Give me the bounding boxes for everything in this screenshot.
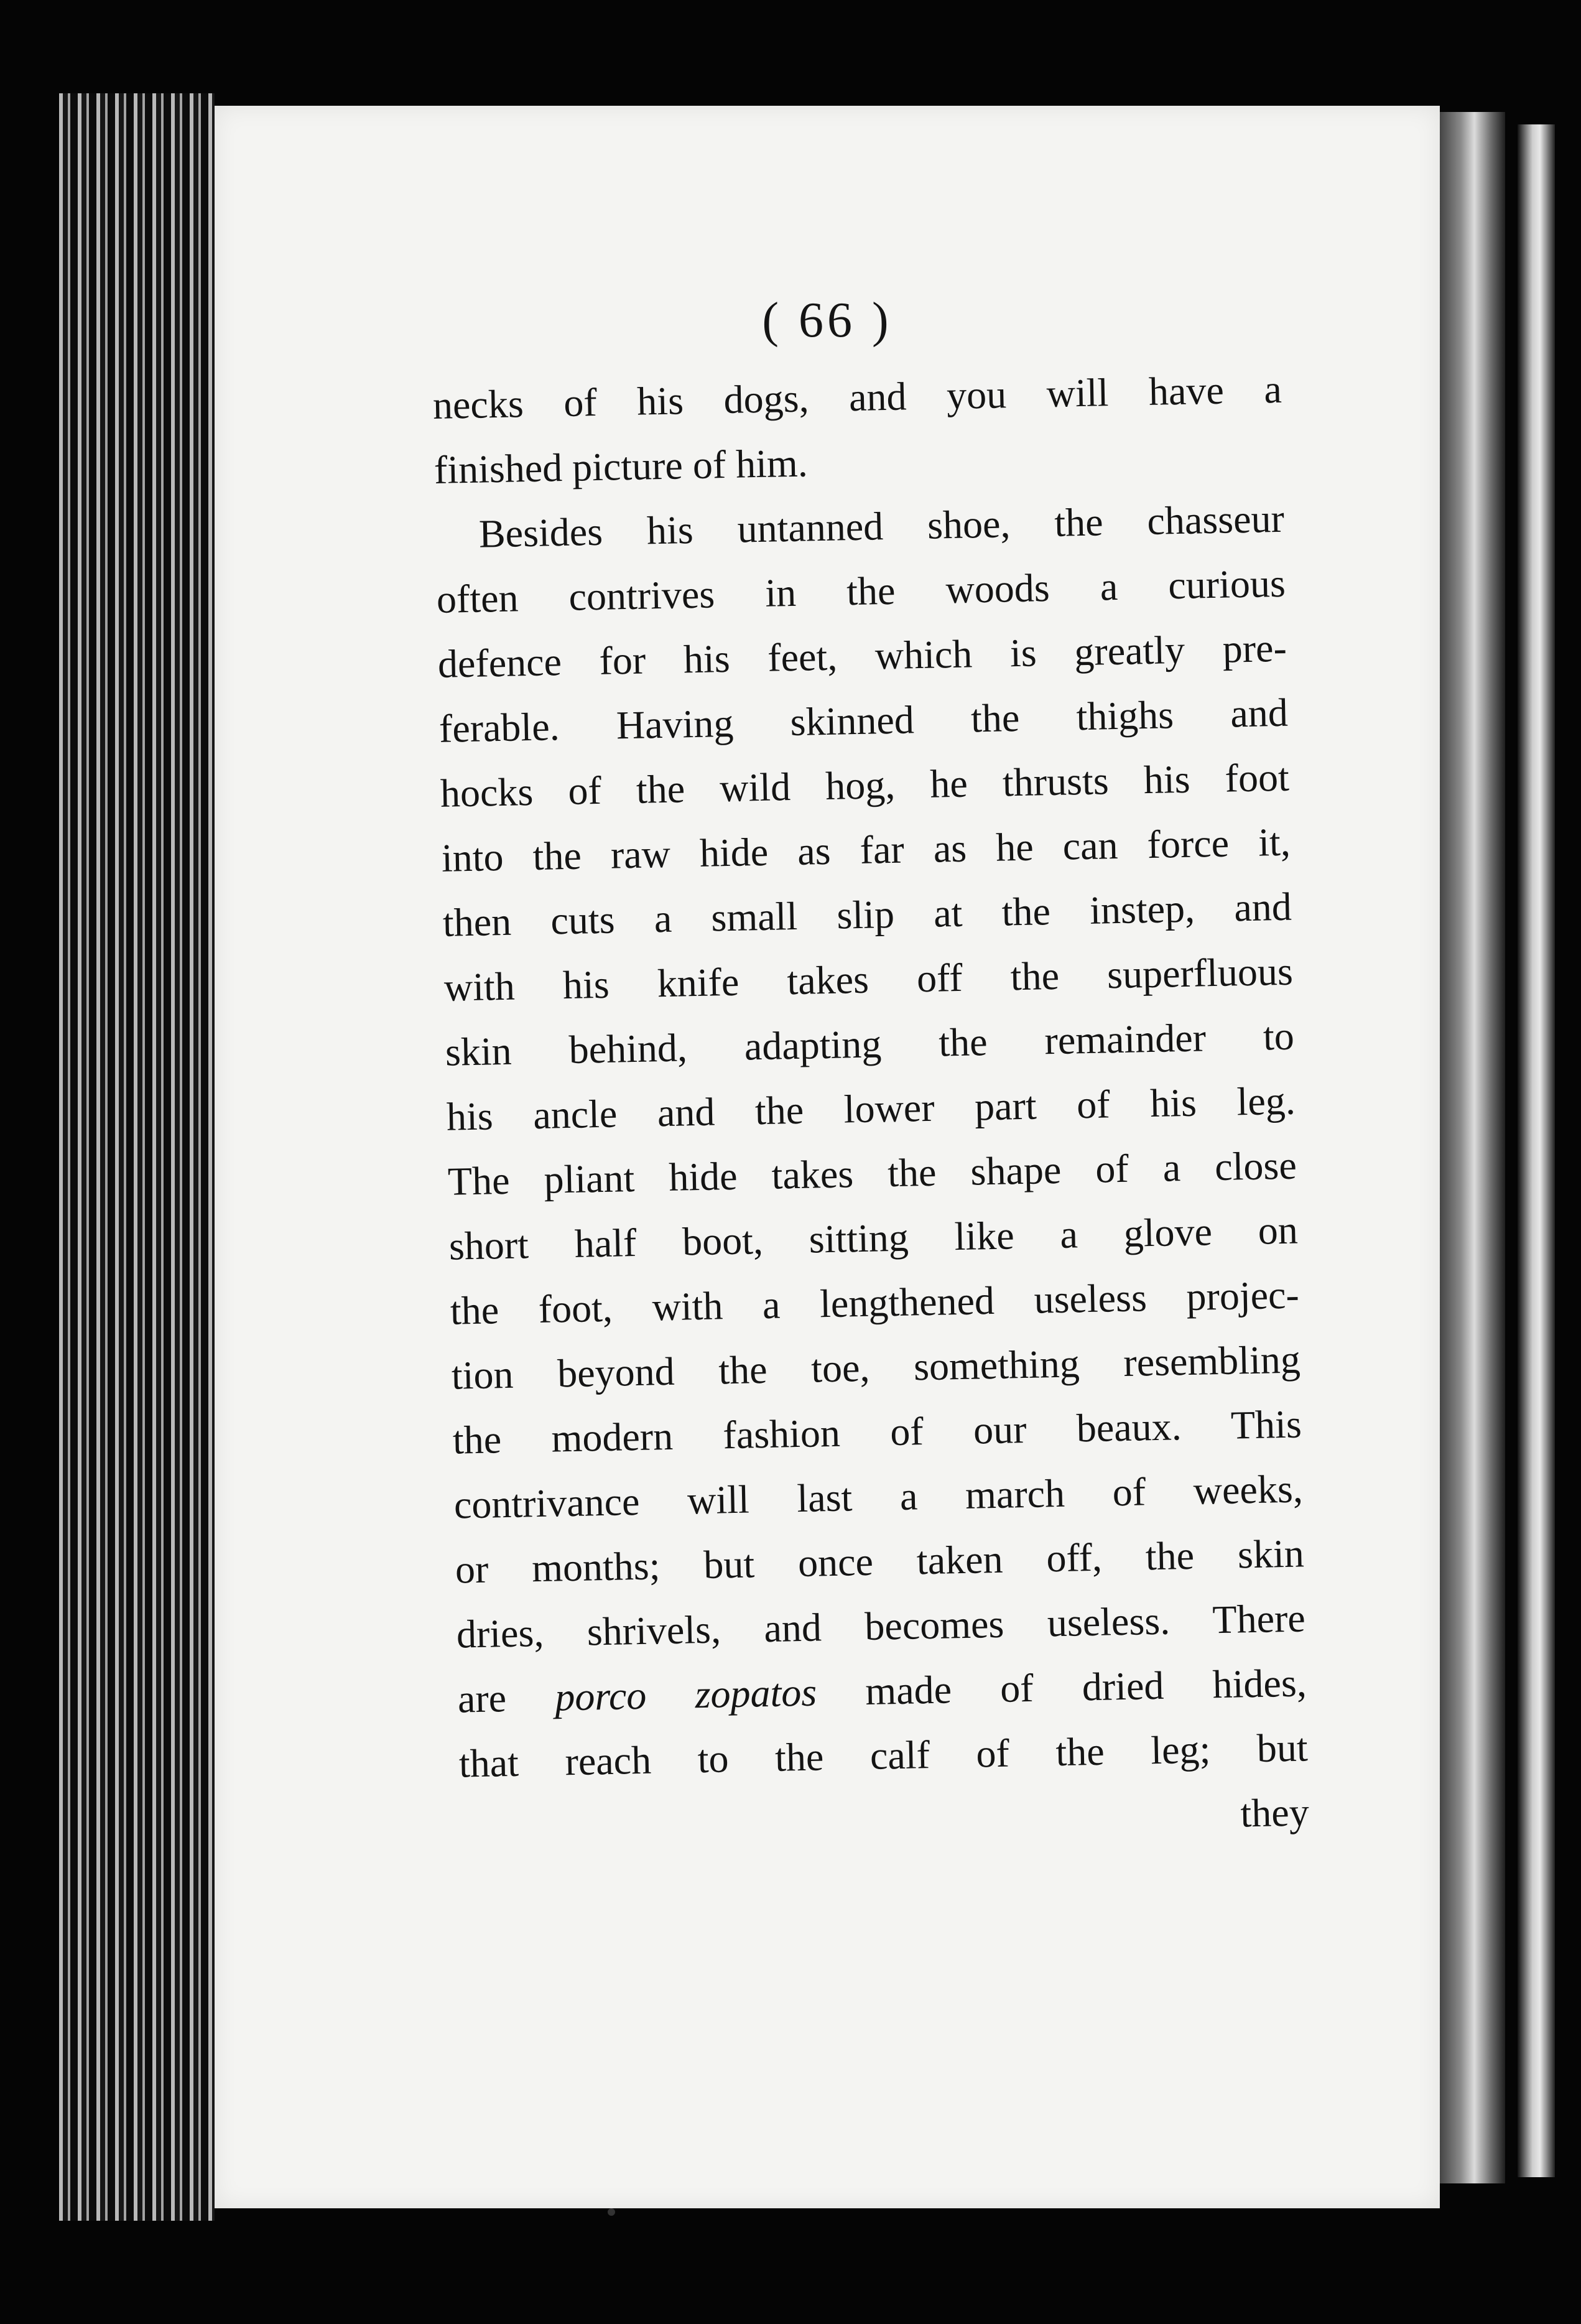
- text-line: The pliant hide takes the shape of a close: [447, 1143, 1297, 1204]
- text-line: the foot, with a lengthened useless projec-: [450, 1272, 1300, 1333]
- text-line: necks of his dogs, and you will have a: [432, 366, 1282, 427]
- text-line: skin behind, adapting the remainder to: [445, 1013, 1295, 1074]
- text-line: often contrives in the woods a curious: [436, 560, 1286, 621]
- body-text: [432, 357, 1310, 1861]
- text-line: his ancle and the lower part of his leg.: [446, 1078, 1296, 1139]
- text-line: short half boot, sitting like a glove on: [448, 1207, 1299, 1268]
- text-line: defence for his feet, which is greatly pre-: [437, 625, 1287, 686]
- text-line: dries, shrivels, and becomes useless. There: [456, 1596, 1306, 1657]
- text-line-italic: are porco zopatos made of dried hides,: [457, 1660, 1307, 1721]
- text-lines: [432, 357, 1306, 1667]
- text-line: or months; but once taken off, the skin: [455, 1531, 1305, 1592]
- page-number: ( 66 ): [762, 293, 892, 348]
- page-edge-right: [1518, 124, 1555, 2177]
- book-gutter-right: [1437, 112, 1505, 2183]
- text-line: finished picture of him.: [434, 440, 809, 492]
- text-line: hocks of the wild hog, he thrusts his foot: [440, 755, 1290, 816]
- book-page: [215, 106, 1440, 2208]
- text-line: ferable. Having skinned the thighs and: [438, 690, 1289, 751]
- ink-speck: [608, 2208, 615, 2216]
- italic-phrase: porco zopatos: [554, 1670, 817, 1719]
- page-edges-left: [59, 93, 215, 2221]
- text-line: contrivance will last a march of weeks,: [453, 1466, 1304, 1527]
- text-line: into the raw hide as far as he can force it,: [441, 819, 1291, 880]
- text-line: the modern fashion of our beaux. This: [452, 1401, 1302, 1462]
- text-line: then cuts a small slip at the instep, and: [442, 884, 1292, 945]
- text-line: that reach to the calf of the leg; but: [458, 1725, 1309, 1786]
- text-line: tion beyond the toe, something resembling: [451, 1337, 1301, 1398]
- catchword: they: [1240, 1790, 1310, 1836]
- text-line: with his knife takes off the superfluous: [443, 949, 1294, 1010]
- text-line: Besides his untanned shoe, the chasseur: [478, 496, 1285, 556]
